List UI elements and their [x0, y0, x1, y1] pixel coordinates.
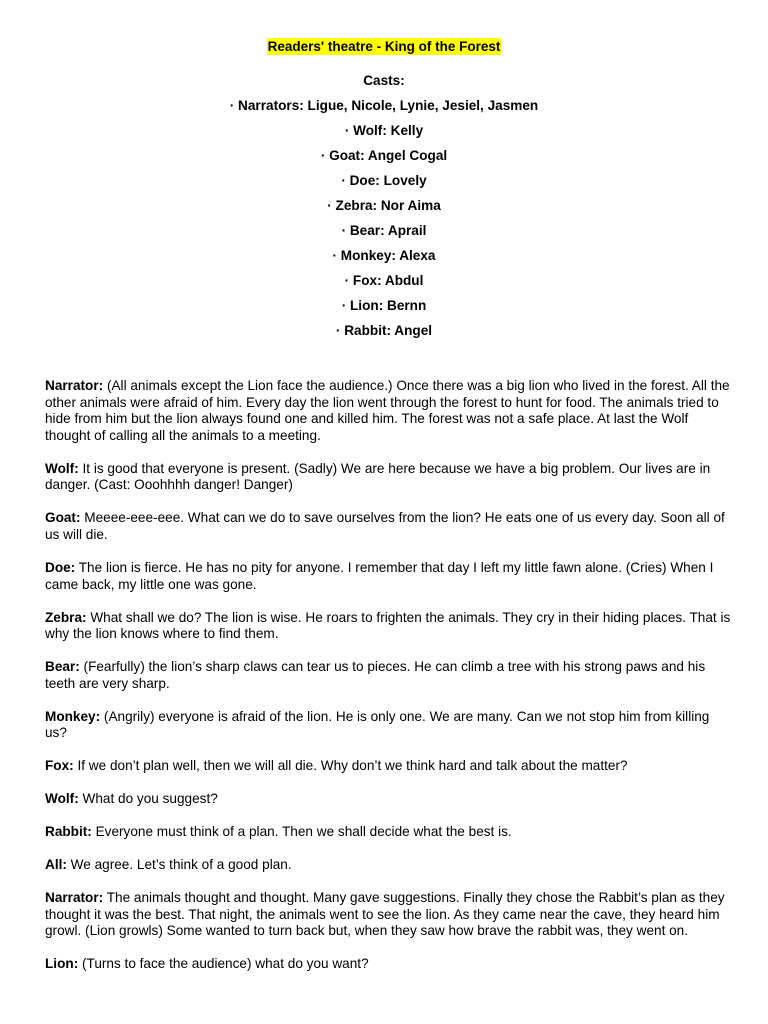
script-line: [45, 758, 735, 775]
script-line: [45, 857, 735, 874]
script-line: [45, 659, 735, 692]
cast-item: · Narrators: Ligue, Nicole, Lynie, Jesiel, Jasmen: [229, 98, 539, 113]
dialogue-text: Everyone must think of a plan. Then we shall decide what the best is.: [91, 824, 512, 840]
dialogue-text: The lion is fierce. He has no pity for anyone. I remember that day I left my little fawn alone. (Cries) When I came back, my little one was gone.: [45, 559, 714, 592]
cast-item: · Doe: Lovely: [341, 173, 427, 188]
speaker-name: Zebra:: [45, 609, 87, 625]
speaker-name: Goat:: [45, 510, 81, 526]
script-line: [45, 378, 735, 444]
speaker-name: Rabbit:: [45, 824, 92, 840]
script-body: [45, 378, 735, 989]
speaker-name: Doe:: [45, 559, 76, 575]
speaker-name: Wolf:: [45, 791, 79, 807]
script-line: [45, 610, 735, 643]
speaker-name: Lion:: [45, 956, 79, 972]
dialogue-text: (Turns to face the audience) what do you want?: [78, 956, 369, 972]
script-line: [45, 824, 735, 841]
speaker-name: All:: [45, 857, 67, 873]
script-line: [45, 709, 735, 742]
cast-item: · Lion: Bernn: [341, 298, 427, 313]
cast-item: · Monkey: Alexa: [332, 248, 436, 263]
dialogue-text: (Fearfully) the lion’s sharp claws can tear us to pieces. He can climb a tree with his strong paws and his teeth are very sharp.: [45, 659, 706, 691]
cast-item: · Goat: Angel Cogal: [320, 148, 448, 163]
cast-item: · Bear: Aprail: [341, 223, 427, 238]
title-block: [0, 38, 768, 56]
dialogue-text: If we don’t plan well, then we will all die. Why don’t we think hard and talk about the matter?: [73, 758, 628, 774]
cast-item: · Zebra: Nor Aima: [327, 198, 441, 213]
speaker-name: Wolf:: [45, 460, 79, 476]
dialogue-text: (All animals except the Lion face the audience.) Once there was a big lion who lived in the forest. All the other animals were afraid of him. Every day the lion went through the forest to hunt for food. The animals tried to hide from him but the lion always found one and killed him. The forest was not a safe place. At last the Wolf thought of calling all the animals to a meeting.: [45, 378, 730, 443]
speaker-name: Fox:: [45, 758, 74, 774]
dialogue-text: (Angrily) everyone is afraid of the lion. He is only one. We are many. Can we not stop him from killing us?: [45, 708, 710, 741]
cast-item: · Fox: Abdul: [344, 273, 424, 288]
cast-item: · Wolf: Kelly: [344, 123, 424, 138]
speaker-name: Bear:: [45, 659, 80, 675]
document-title: Readers' theatre - King of the Forest: [267, 39, 501, 54]
speaker-name: Narrator:: [45, 378, 104, 393]
cast-list: [0, 68, 768, 343]
script-line: [45, 461, 735, 494]
dialogue-text: What do you suggest?: [78, 791, 218, 807]
casts-heading: Casts:: [363, 73, 405, 88]
cast-item: · Rabbit: Angel: [335, 323, 433, 338]
dialogue-text: We agree. Let’s think of a good plan.: [66, 857, 292, 873]
speaker-name: Monkey:: [45, 708, 101, 724]
script-line: [45, 510, 735, 543]
dialogue-text: It is good that everyone is present. (Sadly) We are here because we have a big problem. Our lives are in danger. (Cast: Ooohhhh danger! Danger): [45, 460, 711, 493]
script-line: [45, 791, 735, 808]
dialogue-text: Meeee-eee-eee. What can we do to save ourselves from the lion? He eats one of us every day. Soon all of us will die.: [45, 510, 725, 542]
dialogue-text: What shall we do? The lion is wise. He roars to frighten the animals. They cry in their hiding places. That is why the lion knows where to find them.: [45, 609, 731, 642]
speaker-name: Narrator:: [45, 890, 104, 906]
script-line: [45, 560, 735, 593]
script-line: [45, 956, 735, 973]
dialogue-text: The animals thought and thought. Many gave suggestions. Finally they chose the Rabbit’s plan as they thought it was the best. That night, the animals went to see the lion. As they came near the cave, they heard him growl. (Lion growls) Some wanted to turn back but, when they saw how brave the rabbit was, they went on.: [45, 890, 725, 939]
script-line: [45, 890, 735, 940]
